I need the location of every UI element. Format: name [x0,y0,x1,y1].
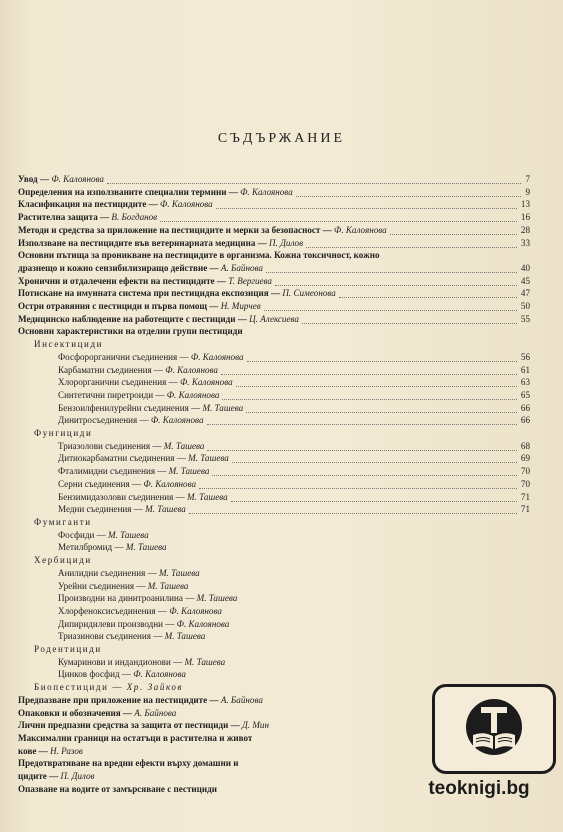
toc-entry-text [34,338,103,351]
toc-entry-text [18,262,263,275]
toc-dot-leader [107,182,521,184]
toc-entry-author: Ф. Калоянова [179,377,233,388]
toc-entry-text [18,287,336,300]
toc-entry-author: М. Ташева [164,631,206,642]
toc-entry-text [58,491,228,504]
toc-entry-title: Урейни съединения — [58,580,148,591]
toc-entry [18,452,530,465]
toc-dot-leader [339,296,517,298]
toc-entry-author: А. Байнова [220,694,263,705]
toc-dot-leader [302,322,517,324]
toc-entry [18,351,530,364]
toc-dot-leader [236,385,517,387]
toc-entry-title: Карбаматни съединения — [58,364,166,375]
toc-entry [18,630,530,643]
toc-entry-title: Медицинско наблюдение на работещите с пестициди — [18,313,250,324]
toc-page-number: 69 [520,453,530,464]
toc-entry [18,668,530,681]
toc-entry-text [58,529,149,542]
toc-entry-title: Лични предпазни средства за защита от пестициди — [18,720,242,731]
toc-entry-text [34,516,92,529]
toc-entry [18,618,530,631]
toc-entry-author: Ф. Калоянова [176,618,230,629]
toc-entry-title: Триазинови съединения — [58,631,165,642]
toc-entry-author: М. Ташева [158,567,200,578]
toc-entry-author: М. Ташева [196,593,238,604]
toc-dot-leader [207,423,517,425]
toc-page-number: 7 [525,174,530,184]
toc-dot-leader [247,360,517,362]
toc-entry-title: дразнещо и кожно сензибилизиращо действие — [18,262,221,273]
toc-page-number: 70 [520,478,530,489]
toc-entry-title: цидите — [18,771,61,782]
toc-dot-leader [246,411,517,413]
toc-entry-author: Ф. Калоянова [169,605,222,616]
toc-entry-title: Медни съединения — [58,504,146,515]
toc-entry-title: Хербициди [34,555,92,566]
toc-section-heading [18,427,530,440]
toc-dot-leader [221,373,517,375]
toc-entry-text [34,427,92,440]
toc-dot-leader [232,461,517,463]
toc-entry-text [58,478,196,491]
toc-entry-author: М. Ташева [163,440,205,451]
toc-entry-author: Хр. Зайков [126,682,184,693]
toc-entry-title: Производни на динитроанилина — [58,593,197,604]
toc-entry-title: Дитиокарбаматни съединения — [58,453,189,464]
toc-page-number: 33 [520,237,530,248]
toc-entry-title: Анилидни съединения — [58,567,159,578]
toc-entry-author: М. Ташева [147,580,189,591]
toc-entry-title: Максимални граници на остатъци в растителна и живот [18,732,253,743]
toc-entry [18,541,530,554]
toc-entry-title: Опазване на водите от замърсяване с пестициди [18,783,217,794]
toc-entry-title: Фунгициди [34,428,93,439]
toc-page-number: 71 [520,491,530,502]
toc-entry-author: А. Байнова [134,707,177,718]
toc-page-number: 40 [520,262,530,273]
toc-entry-text [18,694,263,707]
toc-entry-text [18,783,217,796]
toc-entry-author: П. Дилов [269,237,304,248]
toc-entry-title: Фумиганти [34,516,92,527]
toc-entry-text [58,389,219,402]
toc-entry-author: А. Байнова [220,262,263,273]
toc-entry [18,173,530,186]
toc-entry-author: М. Ташева [202,402,244,413]
toc-entry-title: Използване на пестицидите във ветеринарната медицина — [18,237,270,248]
toc-entry-author: П. Дилов [60,771,95,782]
toc-dot-leader [275,284,517,286]
toc-entry [18,186,530,199]
toc-entry [18,325,530,338]
toc-entry-author: Ф. Калоянова [150,415,204,426]
toc-dot-leader [296,195,521,197]
toc-entry [18,364,530,377]
toc-entry-author: В. Богданов [111,212,158,223]
toc-entry-author: Ф. Калоянова [334,224,387,235]
toc-entry-text [18,732,252,745]
toc-entry-title: Основни пътища за проникване на пестицидите в организма. Кожна токсичност, кожно [18,250,380,261]
toc-entry [18,376,530,389]
toc-entry [18,529,530,542]
toc-entry-text [18,173,104,186]
toc-entry-text [18,313,299,326]
toc-entry [18,440,530,453]
toc-entry-title: Растителна защита — [18,212,112,223]
toc-entry-text [58,351,244,364]
toc-dot-leader [212,474,517,476]
toc-entry-author: Ц. Алексиева [249,313,299,324]
toc-entry-author: Ф. Калоянова [133,669,186,680]
toc-entry-text [18,745,83,758]
toc-entry [18,503,530,516]
toc-entry-title: Основни характеристики на отделни групи пестициди [18,326,243,337]
toc-page-number: 9 [525,186,530,197]
toc-section-heading [18,338,530,351]
toc-entry-title: Дипиридилеви производни — [58,618,177,629]
toc-page-number: 47 [520,288,530,299]
toc-page-number: 28 [520,224,530,235]
toc-dot-leader [306,246,517,248]
toc-entry-text [34,681,183,694]
toc-entry-text [58,580,188,593]
toc-entry-title: Бензимидазолови съединения — [58,491,187,502]
toc-entry-title: Динитросъединения — [58,415,151,426]
toc-page-number: 65 [520,389,530,400]
toc-entry-title: Фосфиди — [58,529,108,540]
toc-dot-leader [264,309,517,311]
toc-entry-text [18,198,213,211]
toc-section-heading [18,554,530,567]
toc-entry-author: М. Ташева [145,504,186,515]
toc-entry [18,605,530,618]
toc-dot-leader [160,220,517,222]
toc-page-number: 63 [520,377,530,388]
toc-entry-author: Ф. Калоянова [143,478,197,489]
toc-entry-author: Ф. Калоянова [51,174,104,184]
toc-entry-title: Опаковки и обозначения — [18,707,135,718]
toc-section-heading [18,643,530,656]
toc-entry [18,465,530,478]
toc-page-number: 66 [520,402,530,413]
toc-section-heading [18,516,530,529]
toc-entry [18,237,530,250]
toc-entry-text [18,770,95,783]
page-title: СЪДЪРЖАНИЕ [217,131,346,146]
toc-entry-title: Потискане на имунната система при пестицидна експозиция — [18,288,283,299]
toc-entry [18,402,530,415]
toc-entry [18,224,530,237]
toc-entry-text [18,211,157,224]
toc-entry-title: Фосфорорганични съединения — [58,351,191,362]
toc-entry-title: Триазолови съединения — [58,440,164,451]
toc-entry-title: Синтетични пиретроиди — [58,389,167,400]
toc-entry-title: Серни съединения — [58,478,144,489]
toc-entry-text [58,656,225,669]
toc-entry-title: Бензоилфенилурейни съединения — [58,402,203,413]
toc-page-number: 45 [520,275,530,286]
toc-entry-text [58,414,204,427]
toc-entry [18,491,530,504]
toc-entry-author: М. Ташева [168,466,210,477]
toc-entry-author: М. Ташева [125,542,167,553]
toc-entry-text [34,554,92,567]
toc-page-number: 70 [520,466,530,477]
toc-entry-title: Хлорорганични съединения — [58,377,180,388]
toc-entry-text [58,630,205,643]
toc-entry-title: Класификация на пестицидите — [18,199,161,210]
toc-entry-text [58,376,233,389]
toc-entry-author: П. Симеонова [282,288,336,299]
toc-entry-text [58,605,222,618]
toc-entry-text [58,364,218,377]
toc-entry [18,580,530,593]
toc-entry-text [58,592,237,605]
toc-dot-leader [222,398,517,400]
toc-entry-title: Хлорфеноксисъединения — [58,605,170,616]
toc-dot-leader [189,512,517,514]
toc-entry-author: Ф. Калоянова [240,186,293,197]
toc-entry-text [34,643,102,656]
toc-entry [18,287,530,300]
toc-dot-leader [390,233,517,235]
toc-entry-text [18,707,176,720]
toc-entry-text [18,186,293,199]
toc-entry [18,262,530,275]
toc-entry [18,414,530,427]
toc-entry-author: Ф. Калоянова [165,364,218,375]
toc-page-number: 16 [520,212,530,223]
toc-entry-title: кове — [18,745,51,756]
toc-entry-title: Биопестициди — [34,682,127,693]
toc-entry-author: М. Ташева [184,656,226,667]
toc-dot-leader [207,449,517,451]
toc-page-number: 13 [520,199,530,210]
toc-entry-text [58,503,186,516]
toc-page-number: 61 [520,364,530,375]
toc-page-number: 55 [520,313,530,324]
toc-entry [18,592,530,605]
toc-entry-text [58,452,229,465]
toc-page-number: 50 [520,301,530,312]
watermark-logo [432,684,556,774]
toc-entry [18,275,530,288]
toc-entry-author: М. Ташева [186,491,228,502]
toc-entry-author: Ф. Калоянова [190,351,244,362]
toc-entry-title: Цинков фосфид — [58,669,134,680]
toc-entry [18,249,530,262]
toc-entry-title: Родентициди [34,644,102,655]
toc-entry [18,656,530,669]
toc-entry-title: Хронични и отдалечени ефекти на пестицидите — [18,275,229,286]
toc-entry [18,198,530,211]
toc-entry-text [18,719,269,732]
toc-entry-author: Ф. Калоянова [160,199,213,210]
toc-dot-leader [231,500,517,502]
toc-dot-leader [266,271,517,273]
toc-entry-text [58,465,209,478]
toc-entry-title: Инсектициди [34,339,104,350]
watermark-site-text: teoknigi.bg [428,778,530,799]
toc-entry-text [18,275,272,288]
toc-entry-text [58,402,243,415]
toc-entry [18,313,530,326]
toc-entry-author: Н. Мирчев [220,301,261,312]
toc-entry-title: Предотвратяване на вредни ефекти върху домашни и [18,758,239,769]
toc-entry-text [18,757,238,770]
toc-entry-title: Кумаринови и индандионови — [58,656,185,667]
toc-entry [18,300,530,313]
toc-entry-author: М. Ташева [188,453,229,464]
toc-entry-text [58,618,229,631]
toc-entry-text [58,541,167,554]
toc-entry-title: Фталимидни съединения — [58,466,169,477]
toc-page-number: 71 [520,504,530,515]
toc-entry [18,478,530,491]
toc-entry-title: Предпазване при приложение на пестицидите — [18,694,221,705]
toc-entry-author: Ф. Калоянова [166,389,220,400]
toc-entry-author: Д. Мин [242,720,269,731]
toc-entry-text [18,325,243,338]
book-icon [435,687,553,771]
toc-page-number: 66 [520,415,530,426]
toc-entry-text [58,440,204,453]
toc-entry-title: Методи и средства за приложение на пестицидите и мерки за безопасност — [18,224,335,235]
toc-entry-title: Увод — [18,174,52,184]
toc-dot-leader [199,487,517,489]
toc-entry-text [58,567,200,580]
toc-entry-title: Определения на използваните специални термини — [18,186,241,197]
toc-dot-leader [216,207,517,209]
toc-entry-title: Остри отравяния с пестициди и първа помощ — [18,301,221,312]
toc-entry-author: Н. Разов [50,745,83,756]
toc-entry-text [18,300,261,313]
toc-entry-text [58,668,186,681]
toc-entry-author: М. Ташева [108,529,149,540]
toc-page-number: 56 [520,351,530,362]
toc-entry-title: Метилбромид — [58,542,126,553]
toc-entry [18,389,530,402]
toc-entry [18,567,530,580]
toc-page-number: 68 [520,440,530,451]
toc-entry-author: Т. Вергиева [228,275,272,286]
toc-entry-text [18,237,303,250]
toc-entry [18,211,530,224]
toc-entry-text [18,249,380,262]
toc-entry-text [18,224,387,237]
